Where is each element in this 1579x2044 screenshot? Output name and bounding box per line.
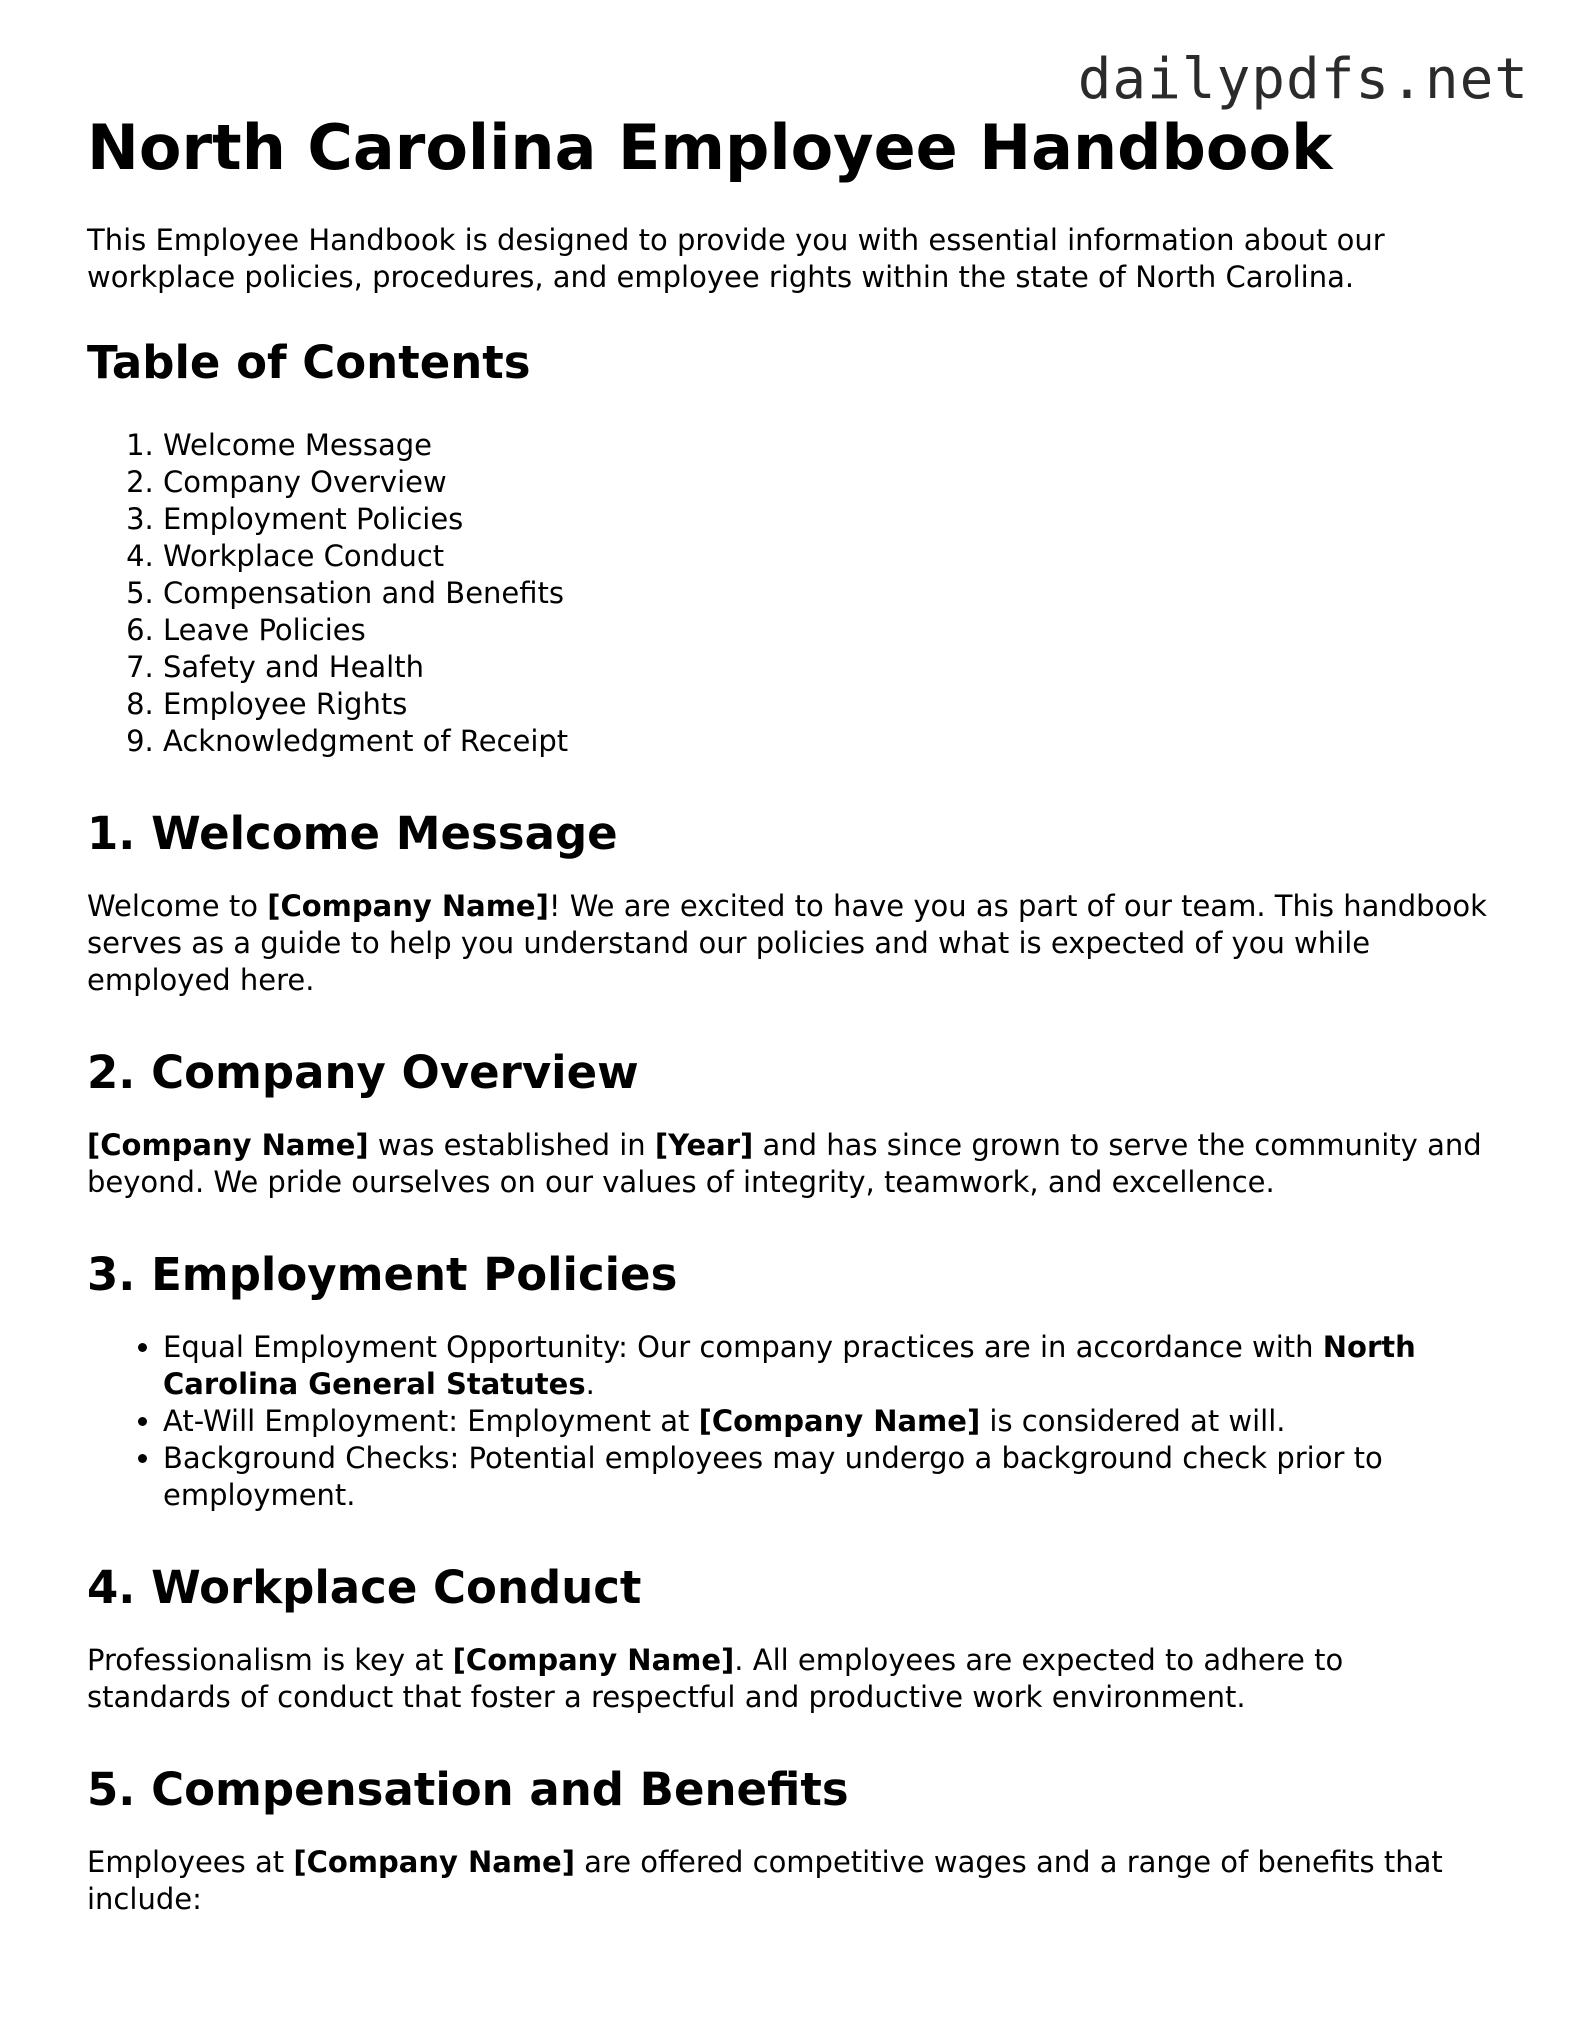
toc-item: 5. Compensation and Benefits bbox=[163, 575, 1487, 612]
text: . bbox=[585, 1367, 595, 1401]
conduct-paragraph bbox=[87, 1642, 1487, 1716]
text: Equal Employment Opportunity: Our company practices are in accordance with bbox=[163, 1330, 1323, 1364]
text: ! We are excited to have you as part of our team. This handbook serves as a guide to help you understand our policies and what is expected of you while employed here. bbox=[87, 889, 1487, 997]
toc-item: 7. Safety and Health bbox=[163, 649, 1487, 686]
toc-item: 4. Workplace Conduct bbox=[163, 538, 1487, 575]
section-heading-conduct: 4. Workplace Conduct bbox=[87, 1561, 642, 1614]
company-placeholder: [Company Name] bbox=[293, 1845, 575, 1879]
toc-heading: Table of Contents bbox=[87, 336, 531, 389]
company-placeholder: [Company Name] bbox=[87, 1128, 369, 1162]
policy-item-at-will bbox=[163, 1403, 1487, 1440]
company-placeholder: [Company Name] bbox=[452, 1643, 735, 1677]
text: and has since grown to serve the community and beyond. We pride ourselves on our values of integrity, teamwork, and excellence. bbox=[87, 1128, 1482, 1199]
policy-item-eeo bbox=[163, 1329, 1487, 1403]
company-placeholder: [Company Name] bbox=[698, 1404, 981, 1438]
toc-item: 8. Employee Rights bbox=[163, 686, 1487, 723]
text: was established in bbox=[368, 1128, 655, 1162]
table-of-contents bbox=[87, 427, 1487, 760]
toc-item: 6. Leave Policies bbox=[163, 612, 1487, 649]
section-heading-overview: 2. Company Overview bbox=[87, 1046, 639, 1099]
year-placeholder: [Year] bbox=[654, 1128, 754, 1162]
text: is considered at will. bbox=[980, 1404, 1286, 1438]
company-placeholder: [Company Name] bbox=[267, 889, 549, 923]
statutes-reference: North Carolina General Statutes bbox=[163, 1330, 1416, 1401]
document-page bbox=[87, 110, 1487, 1963]
text: . All employees are expected to adhere to standards of conduct that foster a respectful and productive work environment. bbox=[87, 1643, 1344, 1714]
policies-list bbox=[87, 1329, 1487, 1514]
toc-item: 3. Employment Policies bbox=[163, 501, 1487, 538]
text: Employees at bbox=[87, 1845, 294, 1879]
section-heading-policies: 3. Employment Policies bbox=[87, 1248, 678, 1301]
overview-paragraph bbox=[87, 1127, 1487, 1201]
intro-paragraph: This Employee Handbook is designed to provide you with essential information about our workplace policies, procedures, and employee rights within the state of North Carolina. bbox=[87, 223, 1385, 294]
watermark: dailypdfs.net bbox=[1077, 47, 1529, 112]
policy-item-background: • Background Checks: Potential employees may undergo a background check prior to employment. bbox=[163, 1440, 1487, 1514]
toc-item: 2. Company Overview bbox=[163, 464, 1487, 501]
text: Professionalism is key at bbox=[87, 1643, 453, 1677]
document-title: North Carolina Employee Handbook bbox=[87, 111, 1333, 184]
text: Welcome to bbox=[87, 889, 268, 923]
text: At-Will Employment: Employment at bbox=[163, 1404, 699, 1438]
section-heading-compensation: 5. Compensation and Benefits bbox=[87, 1763, 849, 1816]
compensation-paragraph bbox=[87, 1844, 1487, 1918]
section-heading-welcome: 1. Welcome Message bbox=[87, 807, 618, 860]
toc-item: 1. Welcome Message bbox=[163, 427, 1487, 464]
text: are offered competitive wages and a range of benefits that include: bbox=[87, 1845, 1443, 1916]
welcome-paragraph bbox=[87, 888, 1487, 999]
toc-item: 9. Acknowledgment of Receipt bbox=[163, 723, 1487, 760]
